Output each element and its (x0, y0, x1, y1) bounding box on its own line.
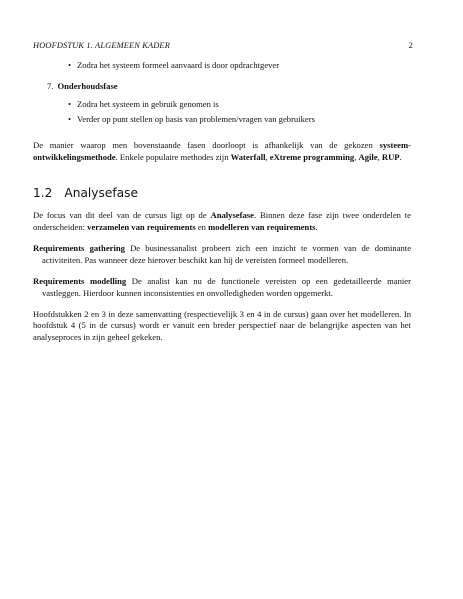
paragraph-chapters: Hoofdstukken 2 en 3 in deze samenvatting (respectievelijk 3 en 4 in de cursus) gaan over het modelleren. In hoofdstuk 4 (5 in de cursus) wordt er vanuit een breder perspectief naar de belangrijke aspecten van het analyseproces in zijn geheel gekeken. (33, 308, 411, 343)
bold-term: verzamelen van requirements (87, 221, 196, 232)
definition-requirements-modelling (33, 276, 411, 300)
definition-text: De analist kan nu de functionele vereisten op een gedetailleerde manier vastleggen. Hierdoor kunnen inconsistenties en onvolledigheden worden opgemerkt. (42, 275, 411, 298)
definition-text: De businessanalist probeert zich een inzicht te vormen van de dominante activiteiten. Pas wanneer deze hierover beschikt kan hij de vereisten formeel modelleren. (42, 243, 412, 266)
bold-term: systeem-ontwikkelingsmethode (33, 140, 411, 162)
phase-title: Onderhoudsfase (57, 80, 118, 91)
page-number: 2 (408, 41, 413, 50)
bold-term: Agile (358, 151, 378, 162)
list-item: • Zodra het systeem formeel aanvaard is door opdrachtgever (68, 60, 411, 72)
bold-term: Waterfall (230, 151, 266, 162)
definition-term: Requirements modelling (33, 275, 127, 286)
bold-term: RUP (381, 151, 400, 162)
section-heading (33, 186, 411, 201)
paragraph-focus: De focus van dit deel van de cursus ligt op de Analysefase. Binnen deze fase zijn twee onderdelen te onderscheiden: verzamelen van requirements en modelleren van requirements. (33, 209, 411, 232)
bold-term: Analysefase (210, 209, 254, 220)
paragraph-method: De manier waarop men bovenstaande fasen doorloopt is afhankelijk van de gekozen systeem-ontwikkelingsmethode. Enkele populaire methodes zijn Waterfall, eXtreme programming, Agile, RUP. (33, 140, 411, 162)
section-title: Analysefase (64, 185, 138, 200)
bold-term: modelleren van requirements (208, 221, 316, 232)
phase-number: 7. (47, 80, 54, 91)
list-item: • Zodra het systeem in gebruik genomen is (68, 99, 411, 111)
bullet-list-top (33, 60, 411, 72)
bullet-list-phase7 (33, 99, 411, 127)
list-item: • Verder op punt stellen op basis van problemen/vragen van gebruikers (68, 114, 411, 126)
phase-heading (47, 81, 411, 93)
definition-requirements-gathering (33, 243, 411, 267)
page-content (33, 60, 411, 344)
definition-term: Requirements gathering (33, 243, 125, 254)
running-title: HOOFDSTUK 1. ALGEMEEN KADER (33, 41, 170, 50)
section-number: 1.2 (33, 185, 53, 200)
page-header (33, 40, 413, 52)
bold-term: eXtreme programming (269, 151, 355, 162)
